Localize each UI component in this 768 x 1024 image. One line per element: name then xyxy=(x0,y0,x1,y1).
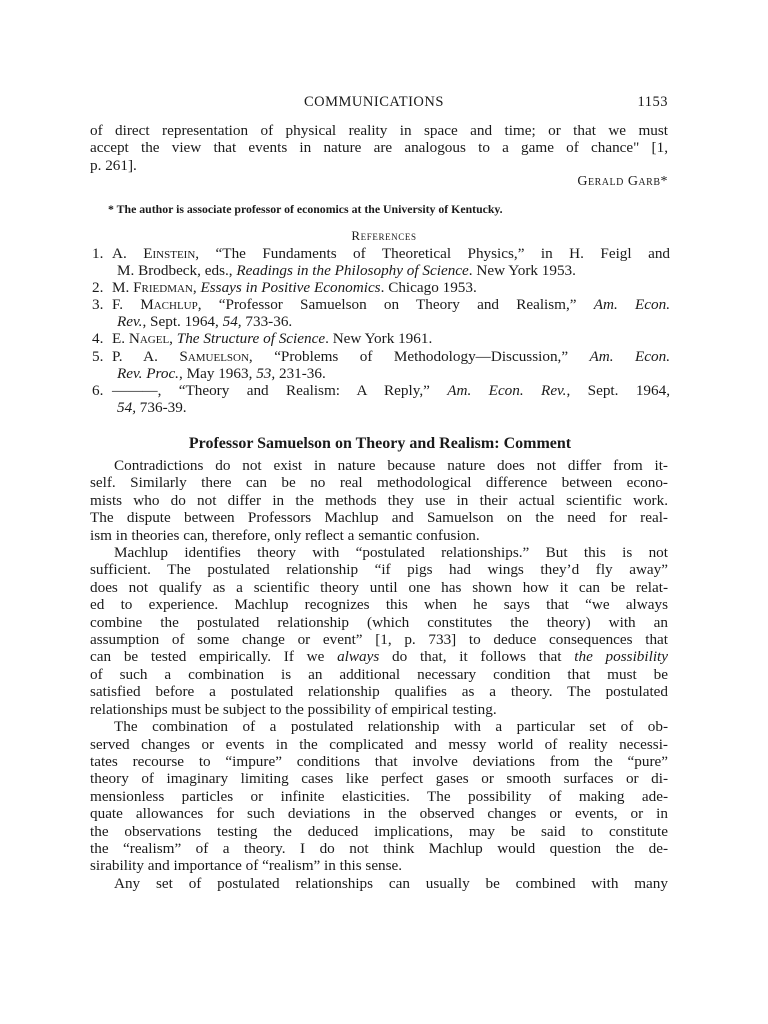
text-line: The dispute between Professors Machlup and Samuelson on the need for real- xyxy=(90,509,668,527)
text-line: Contradictions do not exist in nature because nature does not differ from it- xyxy=(114,457,668,474)
reference-item: 1. A. Einstein, “The Fundaments of Theoretical Physics,” in H. Feigl and M. Brodbeck, eds., Readings in the Philosophy of Science. New York 1953. xyxy=(92,245,671,280)
author-signature: Gerald Garb* xyxy=(577,174,668,189)
text-line: can be tested empirically. If we always do that, it follows that the possibility xyxy=(90,648,668,666)
text-line: Machlup identifies theory with “postulated relationships.” But this is not xyxy=(114,544,668,562)
references-list xyxy=(92,245,670,416)
text-line: the observations testing the deduced implications, may be said to constitute xyxy=(90,822,668,840)
section-title: Professor Samuelson on Theory and Realism: Comment xyxy=(188,435,572,452)
reference-item: 2. M. Friedman, Essays in Positive Economics. Chicago 1953. xyxy=(92,279,477,297)
text-line: mensionless particles or infinite elasticities. The possibility of making ade- xyxy=(90,787,668,805)
text-line: relationships must be subject to the possibility of empirical testing. xyxy=(90,700,497,718)
text-line: sirability and importance of “realism” in this sense. xyxy=(90,857,403,875)
text-line: The combination of a postulated relationship with a particular set of ob- xyxy=(114,718,668,736)
author-footnote: * The author is associate professor of economics at the University of Kentucky. xyxy=(108,202,503,216)
text-line: theory of imaginary limiting cases like perfect gases or smooth surfaces or di- xyxy=(90,770,668,788)
reference-item: 3. F. Machlup, “Professor Samuelson on Theory and Realism,” Am. Econ. Rev., Sept. 1964, 54, 733-36. xyxy=(92,296,670,331)
references-heading: References xyxy=(351,228,417,243)
reference-item: 5. P. A. Samuelson, “Problems of Methodology—Discussion,” Am. Econ. Rev. Proc., May 1963, 53, 231-36. xyxy=(92,347,671,382)
text-line: self. Similarly there can be no real methodological difference between econo- xyxy=(90,474,668,492)
text-line: p. 261]. xyxy=(90,156,137,174)
reference-item: 4. E. Nagel, The Structure of Science. New York 1961. xyxy=(92,330,433,348)
running-title: COMMUNICATIONS xyxy=(304,94,444,110)
text-line: assumption of some change or event” [1, p. 733] to deduce consequences that xyxy=(90,631,668,649)
intro-paragraph xyxy=(90,122,668,174)
text-line: does not qualify as a scientific theory until one has shown how it can be relat- xyxy=(90,578,668,596)
text-line: mists who do not differ in the methods they use in their actual scientific work. xyxy=(90,491,668,509)
text-line: sufficient. The postulated relationship “if pigs had wings they’d fly away” xyxy=(90,561,668,579)
comment-body xyxy=(90,457,668,892)
text-line: of such a combination is an additional necessary condition that must be xyxy=(90,665,668,683)
text-line: ism in theories can, therefore, only reflect a semantic confusion. xyxy=(90,526,480,544)
text-line: of direct representation of physical reality in space and time; or that we must xyxy=(90,122,668,139)
text-line: accept the view that events in nature are analogous to a game of chance" [1, xyxy=(90,139,668,157)
text-line: tates recourse to “impure” conditions that involve deviations from the “pure” xyxy=(90,752,668,770)
text-line: combine the postulated relationship (which constitutes the theory) with an xyxy=(90,613,668,631)
page-number: 1153 xyxy=(637,94,668,110)
reference-item: 6. ———, “Theory and Realism: A Reply,” Am. Econ. Rev., Sept. 1964, 54, 736-39. xyxy=(92,381,670,416)
text-line: served changes or events in the complicated and messy world of reality necessi- xyxy=(90,735,668,753)
text-line: the “realism” of a theory. I do not think Machlup would question the de- xyxy=(90,839,668,857)
text-line: Any set of postulated relationships can usually be combined with many xyxy=(114,874,668,892)
text-line: satisfied before a postulated relationship qualifies as a theory. The postulated xyxy=(90,683,668,701)
text-line: ed to experience. Machlup recognizes this when he says that “we always xyxy=(90,596,668,614)
text-line: quate allowances for such deviations in the observed changes or events, or in xyxy=(90,805,668,823)
